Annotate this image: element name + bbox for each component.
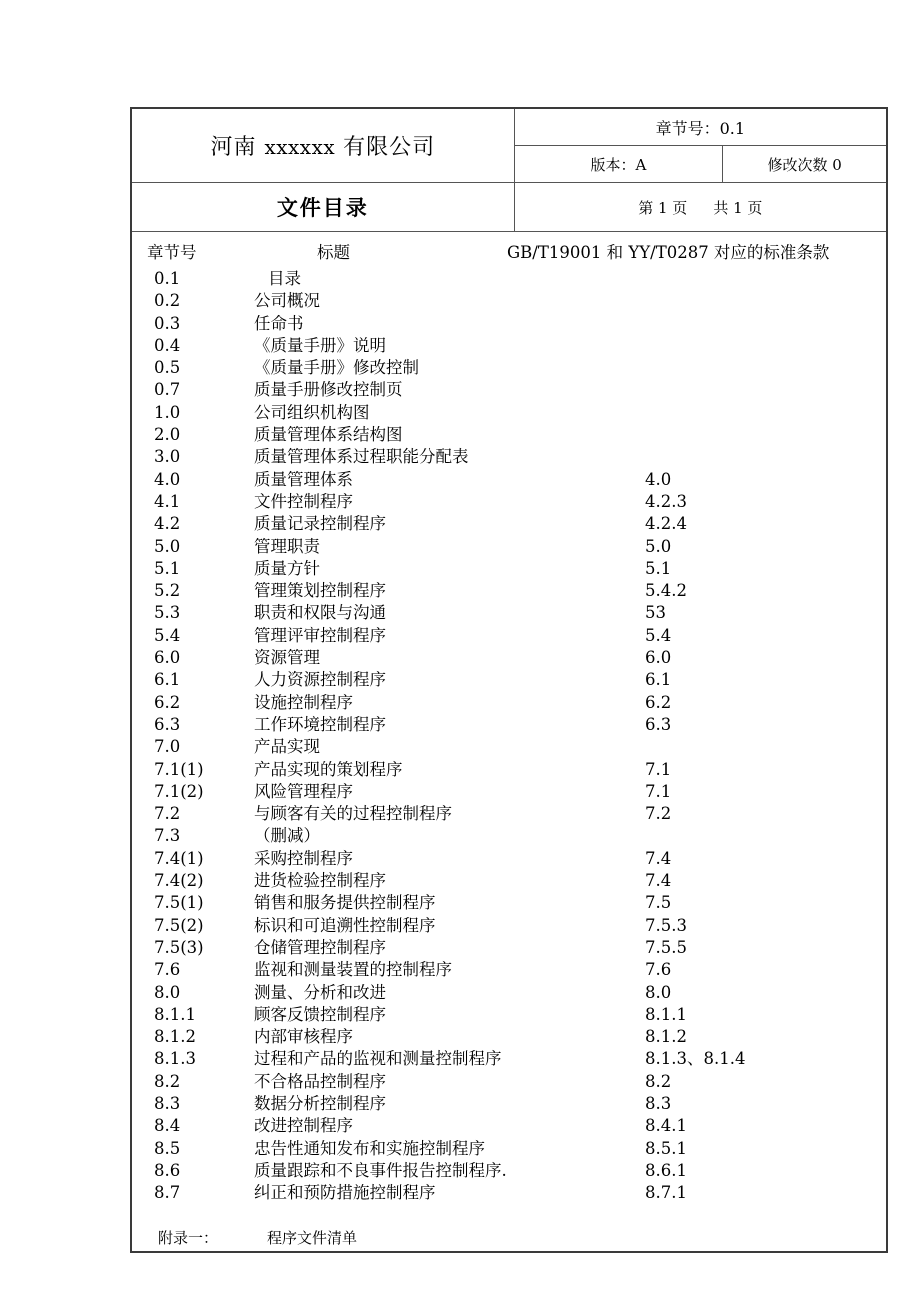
toc-row-clause: 4.2.4 [645,514,687,534]
toc-row-title: 进货检验控制程序 [254,871,386,891]
toc-row-number: 6.3 [154,714,181,734]
toc-row-title: 资源管理 [254,648,320,668]
toc-row-number: 8.3 [154,1093,181,1113]
toc-row-number: 4.2 [154,514,181,534]
toc-row-number: 1.0 [154,402,181,422]
toc-row-title: （删减） [254,826,320,846]
toc-row-title: 设施控制程序 [254,692,353,712]
toc-row-clause: 6.2 [645,692,672,712]
toc-row [132,1115,886,1137]
toc-appendix-row [132,1227,886,1251]
toc-row-title: 公司概况 [254,291,320,311]
toc-row [132,714,886,736]
toc-row-title: 《质量手册》修改控制 [254,358,419,378]
toc-row-clause: 4.2.3 [645,491,687,511]
toc-row-title: 产品实现的策划程序 [254,759,403,779]
toc-row-number: 7.5(1) [154,893,204,913]
toc-row-number: 7.0 [154,737,181,757]
toc-row-number: 0.3 [154,313,181,333]
toc-row-number: 8.0 [154,982,181,1002]
toc-row [132,803,886,825]
body-row [131,232,887,1252]
toc-row [132,736,886,758]
toc-row-title: 管理策划控制程序 [254,581,386,601]
toc-row-number: 8.1.3 [154,1049,196,1069]
toc-row-number: 8.7 [154,1183,181,1203]
toc-row-title: 质量跟踪和不良事件报告控制程序. [254,1160,507,1180]
toc-row-clause: 8.4.1 [645,1116,687,1136]
toc-row-clause: 7.5 [645,893,672,913]
toc-row-number: 8.1.2 [154,1027,196,1047]
toc-row-title: 工作环境控制程序 [254,714,386,734]
company-name-cell [131,108,514,183]
toc-row-title: 数据分析控制程序 [254,1093,386,1113]
revision-count-cell: 修改次数 0 [723,146,887,183]
toc-row [132,759,886,781]
toc-column-header-no: 章节号 [147,243,197,262]
toc-row [132,825,886,847]
toc-row-title: 采购控制程序 [254,848,353,868]
toc-row-title: 不合格品控制程序 [254,1071,386,1091]
toc-row [132,870,886,892]
version-cell: 版本：A [514,146,723,183]
toc-row [132,625,886,647]
toc-row [132,402,886,424]
toc-row-number: 3.0 [154,447,181,467]
toc-row-title: 产品实现 [254,737,320,757]
toc-row-clause: 8.7.1 [645,1183,687,1203]
toc-row-clause: 8.2 [645,1071,672,1091]
toc-row-clause: 7.1 [645,781,672,801]
toc-row-title: 标识和可追溯性控制程序 [254,915,436,935]
toc-row [132,1048,886,1070]
toc-row-number: 5.3 [154,603,181,623]
toc-row-number: 7.3 [154,826,181,846]
toc-row [132,1138,886,1160]
toc-row-number: 8.1.1 [154,1004,196,1024]
header-row-title [131,183,887,232]
toc-row-clause: 8.6.1 [645,1160,687,1180]
page-current: 第 1 页 [638,198,688,217]
document-header-table [130,107,888,1253]
toc-row [132,580,886,602]
document-title-cell [131,183,514,232]
toc-row-title: 管理评审控制程序 [254,625,386,645]
toc-row-clause: 4.0 [645,469,672,489]
toc-spacer [132,1204,886,1226]
toc-row-number: 8.5 [154,1138,181,1158]
toc-row-number: 7.6 [154,960,181,980]
toc-row-title: 销售和服务提供控制程序 [254,893,436,913]
toc-row-number: 8.4 [154,1116,181,1136]
toc-row-number: 4.1 [154,491,181,511]
toc-row [132,446,886,468]
toc-row-number: 0.5 [154,358,181,378]
toc-row-number: 7.5(3) [154,937,204,957]
toc-row-title: 测量、分析和改进 [254,982,386,1002]
toc-row-clause: 5.4 [645,625,672,645]
toc-row [132,357,886,379]
toc-row-list [132,268,886,1204]
toc-row [132,379,886,401]
toc-row-title: 纠正和预防措施控制程序 [254,1183,436,1203]
page-info-cell [514,183,887,232]
toc-row-title: 人力资源控制程序 [254,670,386,690]
toc-row [132,491,886,513]
toc-row-title: 与顾客有关的过程控制程序 [254,804,452,824]
toc-row [132,959,886,981]
toc-row-title: 质量手册修改控制页 [254,380,403,400]
toc-row-clause: 7.5.5 [645,937,687,957]
toc-row-number: 5.4 [154,625,181,645]
toc-row-number: 7.5(2) [154,915,204,935]
toc-row-number: 0.4 [154,335,181,355]
toc-row-clause: 7.5.3 [645,915,687,935]
toc-row-title: 忠告性通知发布和实施控制程序 [254,1138,485,1158]
toc-row [132,313,886,335]
toc-row-title: 风险管理程序 [254,781,353,801]
toc-row [132,1093,886,1115]
toc-row-title: 质量记录控制程序 [254,514,386,534]
toc-row [132,781,886,803]
toc-row [132,558,886,580]
toc-row-clause: 8.5.1 [645,1138,687,1158]
toc-row [132,982,886,1004]
toc-row [132,1182,886,1204]
toc-row-title: 仓储管理控制程序 [254,937,386,957]
toc-row-number: 5.1 [154,558,181,578]
toc-row-title: 内部审核程序 [254,1027,353,1047]
toc-column-header-clause: GB/T19001 和 YY/T0287 对应的标准条款 [507,243,830,262]
toc-row-title: 顾客反馈控制程序 [254,1004,386,1024]
page-title: 文件目录 [276,195,369,220]
toc-row-title: 改进控制程序 [254,1116,353,1136]
company-name-latin: xxxxxx [264,135,336,159]
toc-row [132,290,886,312]
toc-row [132,848,886,870]
toc-row [132,536,886,558]
toc-row-clause: 7.2 [645,804,672,824]
toc-row-clause: 7.6 [645,960,672,980]
toc-row-title: 监视和测量装置的控制程序 [254,960,452,980]
toc-row [132,1071,886,1093]
toc-row-clause: 7.4 [645,848,672,868]
toc-row [132,335,886,357]
toc-row [132,915,886,937]
toc-row-number: 7.1(2) [154,781,204,801]
toc-row-number: 7.4(1) [154,848,204,868]
toc-row [132,1004,886,1026]
toc-row-clause: 53 [645,603,666,623]
toc-row-clause: 5.4.2 [645,581,687,601]
toc-row-number: 0.7 [154,380,181,400]
toc-row-number: 7.4(2) [154,871,204,891]
toc-row [132,647,886,669]
toc-row-number: 2.0 [154,425,181,445]
toc-row-title: 质量方针 [254,558,320,578]
company-name [132,130,514,161]
toc-row [132,469,886,491]
toc-appendix-title: 程序文件清单 [267,1228,358,1247]
toc-row-number: 0.1 [154,269,181,288]
toc-row [132,692,886,714]
toc-row [132,1160,886,1182]
page-total: 共 1 页 [713,198,763,217]
toc-row [132,937,886,959]
toc-row-title: 过程和产品的监视和测量控制程序 [254,1049,502,1069]
toc-row-number: 6.1 [154,670,181,690]
toc-column-header-title: 标题 [317,243,350,262]
toc-row [132,602,886,624]
toc-row-number: 5.0 [154,536,181,556]
toc-row-clause: 8.1.1 [645,1004,687,1024]
toc-row-clause: 7.4 [645,871,672,891]
toc-row-clause: 6.3 [645,714,672,734]
chapter-number-cell: 章节号：0.1 [514,108,887,146]
company-name-suffix: 有限公司 [335,135,436,160]
toc-row-clause: 7.1 [645,759,672,779]
toc-appendix-label: 附录一： [158,1228,219,1247]
toc-row-number: 8.2 [154,1071,181,1091]
toc-row [132,892,886,914]
header-row-company [131,108,887,146]
toc-row-number: 8.6 [154,1160,181,1180]
toc-row-clause: 5.1 [645,558,672,578]
toc-row-number: 6.2 [154,692,181,712]
toc-row-clause: 6.1 [645,670,672,690]
toc-row-title: 质量管理体系结构图 [254,425,403,445]
toc-row-title: 公司组织机构图 [254,402,370,422]
toc-row-clause: 8.0 [645,982,672,1002]
toc-row-number: 7.1(1) [154,759,204,779]
toc-row-title: 管理职责 [254,536,320,556]
toc-row-title: 任命书 [254,313,304,333]
toc-row [132,424,886,446]
toc-row-number: 4.0 [154,469,181,489]
toc-row-title: 质量管理体系过程职能分配表 [254,447,469,467]
toc-row-title: 文件控制程序 [254,491,353,511]
toc-row-clause: 8.1.3、8.1.4 [645,1049,746,1069]
table-of-contents-cell [131,232,887,1252]
toc-row-title: 质量管理体系 [254,469,353,489]
toc-row [132,268,886,290]
toc-row-clause: 5.0 [645,536,672,556]
toc-row-clause: 8.3 [645,1093,672,1113]
toc-row-title: 《质量手册》说明 [254,335,386,355]
toc-row-clause: 8.1.2 [645,1027,687,1047]
toc-row [132,1026,886,1048]
toc-row-number: 6.0 [154,648,181,668]
toc-row-number: 5.2 [154,581,181,601]
company-name-prefix: 河南 [210,135,265,160]
table-of-contents [132,232,886,1251]
toc-header-row [132,242,886,268]
toc-row [132,513,886,535]
toc-row-number: 7.2 [154,804,181,824]
toc-row-title: 目录 [268,269,301,288]
toc-row-title: 职责和权限与沟通 [254,603,386,623]
toc-row-number: 0.2 [154,291,181,311]
toc-row [132,669,886,691]
toc-row-clause: 6.0 [645,648,672,668]
